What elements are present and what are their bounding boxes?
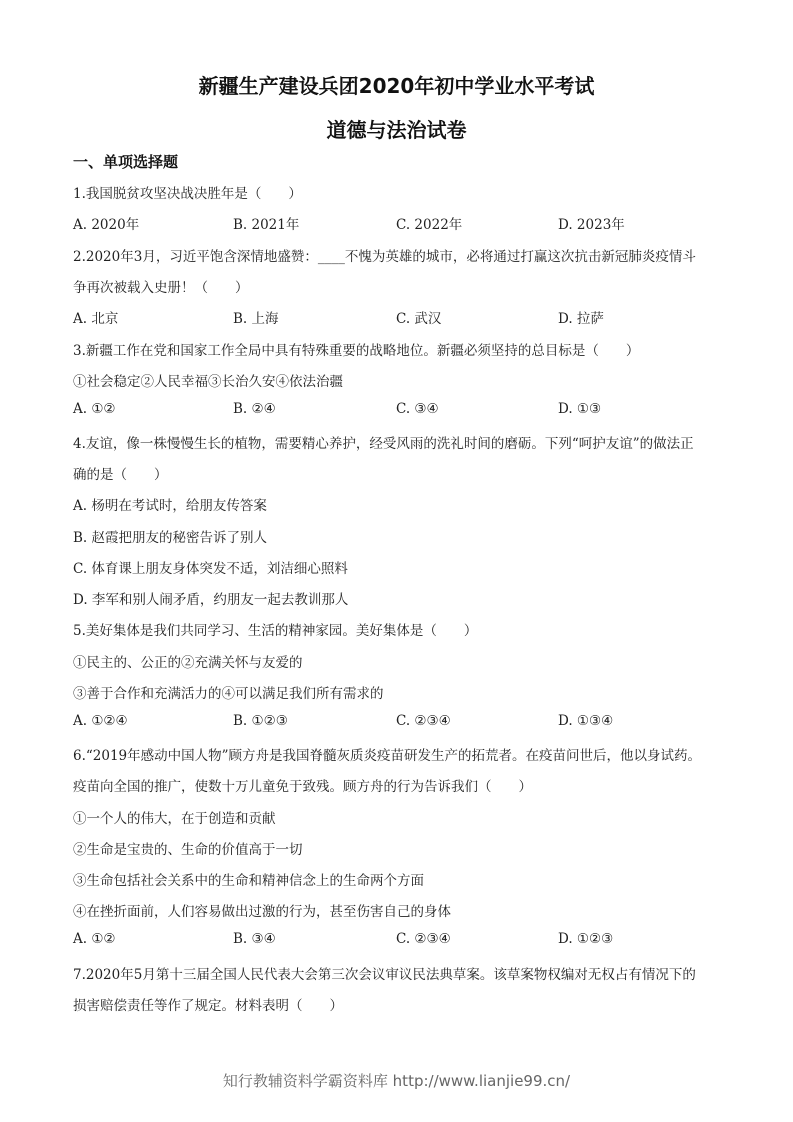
exam-title: 新疆生产建设兵团2020年初中学业水平考试 (198, 74, 595, 98)
question-5-stem: 5.美好集体是我们共同学习、生活的精神家园。美好集体是（ ） (73, 623, 478, 639)
question-2-stem-line2: 争再次被载入史册！（ ） (73, 280, 249, 296)
question-3-option-d: D. ①③ (558, 401, 602, 417)
question-6-stem-line2: 疫苗向全国的推广，使数十万儿童免于致残。顾方舟的行为告诉我们（ ） (73, 779, 532, 795)
question-6-option-b: B. ③④ (233, 931, 276, 947)
question-1-option-d: D. 2023年 (558, 217, 625, 233)
question-1-option-b: B. 2021年 (233, 217, 300, 233)
question-4-stem-line1: 4.友谊，像一株慢慢生长的植物，需要精心养护，经受风雨的洗礼时间的磨砺。下列“呵护友谊”的做法正 (73, 436, 694, 452)
question-2-option-b: B. 上海 (233, 311, 279, 327)
question-3-stem: 3.新疆工作在党和国家工作全局中具有特殊重要的战略地位。新疆必须坚持的总目标是（ ） (73, 343, 640, 359)
question-4-option-a: A. 杨明在考试时，给朋友传答案 (73, 498, 267, 514)
question-5-items-line1: ①民主的、公正的②充满关怀与友爱的 (73, 655, 303, 671)
question-5-option-c: C. ②③④ (396, 713, 451, 729)
question-5-option-b: B. ①②③ (233, 713, 288, 729)
question-2-stem-line1: 2.2020年3月，习近平饱含深情地盛赞：____不愧为英雄的城市，必将通过打赢这次抗击新冠肺炎疫情斗 (73, 249, 696, 265)
question-4-option-d: D. 李军和别人闹矛盾，约朋友一起去教训那人 (73, 592, 349, 608)
question-6-item-1: ①一个人的伟大，在于创造和贡献 (73, 811, 276, 827)
question-7-stem-line1: 7.2020年5月第十三届全国人民代表大会第三次会议审议民法典草案。该草案物权编对无权占有情况下的 (73, 967, 696, 983)
question-5-option-a: A. ①②④ (73, 713, 128, 729)
question-2-option-a: A. 北京 (73, 311, 119, 327)
question-6-item-4: ④在挫折面前，人们容易做出过激的行为，甚至伤害自己的身体 (73, 904, 451, 920)
question-5-option-d: D. ①③④ (558, 713, 614, 729)
exam-subtitle: 道德与法治试卷 (326, 118, 467, 142)
question-7-stem-line2: 损害赔偿责任等作了规定。材料表明（ ） (73, 998, 343, 1014)
question-6-item-2: ②生命是宝贵的、生命的价值高于一切 (73, 842, 303, 858)
question-2-option-d: D. 拉萨 (558, 311, 604, 327)
question-6-item-3: ③生命包括社会关系中的生命和精神信念上的生命两个方面 (73, 873, 424, 889)
section-heading: 一、单项选择题 (73, 153, 179, 171)
footer-watermark: 知行教辅资料学霸资料库 http://www.lianjie99.cn/ (222, 1072, 571, 1090)
question-5-items-line2: ③善于合作和充满活力的④可以满足我们所有需求的 (73, 686, 384, 702)
question-3-option-c: C. ③④ (396, 401, 439, 417)
question-3-items: ①社会稳定②人民幸福③长治久安④依法治疆 (73, 374, 343, 390)
question-3-option-a: A. ①② (73, 401, 116, 417)
question-4-stem-line2: 确的是（ ） (73, 467, 168, 483)
question-2-option-c: C. 武汉 (396, 311, 442, 327)
question-4-option-c: C. 体育课上朋友身体突发不适，刘洁细心照料 (73, 561, 348, 577)
question-6-stem-line1: 6.“2019年感动中国人物”顾方舟是我国脊髓灰质炎疫苗研发生产的拓荒者。在疫苗问世后，他以身试药。 (73, 748, 702, 764)
question-1-stem: 1.我国脱贫攻坚决战决胜年是（ ） (73, 186, 302, 202)
question-6-option-d: D. ①②③ (558, 931, 614, 947)
question-4-option-b: B. 赵霞把朋友的秘密告诉了别人 (73, 530, 268, 546)
question-6-option-a: A. ①② (73, 931, 116, 947)
question-6-option-c: C. ②③④ (396, 931, 451, 947)
question-3-option-b: B. ②④ (233, 401, 276, 417)
question-1-option-c: C. 2022年 (396, 217, 463, 233)
question-1-option-a: A. 2020年 (73, 217, 140, 233)
